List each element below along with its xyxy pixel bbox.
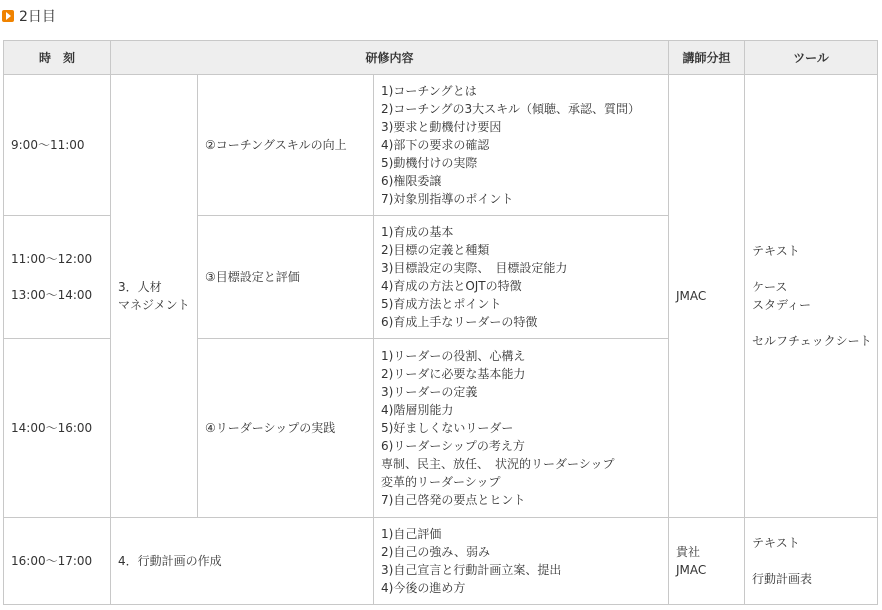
header-time: 時 刻 — [4, 41, 111, 75]
topic-cell: ②コーチングスキルの向上 — [198, 75, 374, 216]
time-cell: 14:00～16:00 — [4, 339, 111, 518]
header-tools: ツール — [745, 41, 878, 75]
topic-cell: ④リーダーシップの実践 — [198, 339, 374, 518]
topic-cell: 4．行動計画の作成 — [111, 518, 374, 605]
items-cell: 1)自己評価 2)自己の強み、弱み 3)自己宣言と行動計画立案、提出 4)今後の進め方 — [374, 518, 669, 605]
items-cell: 1)コーチングとは 2)コーチングの3大スキル（傾聴、承認、質問） 3)要求と動機付け要因 4)部下の要求の確認 5)動機付けの実際 6)権限委譲 7)対象別指導のポイント — [374, 75, 669, 216]
tools-cell: テキスト 行動計画表 — [745, 518, 878, 605]
group-label-cell: 3．人材 マネジメント — [111, 75, 198, 518]
items-cell: 1)リーダーの役割、心構え 2)リーダに必要な基本能力 3)リーダーの定義 4)階層別能力 5)好ましくないリーダー 6)リーダーシップの考え方 専制、民主、放任、 状況的リーダーシップ 変革的リーダーシップ 7)自己啓発の要点とヒント — [374, 339, 669, 518]
section-title: 2日目 — [19, 9, 56, 25]
tools-cell: テキスト ケース スタディー セルフチェックシート — [745, 75, 878, 518]
orange-arrow-icon — [2, 10, 14, 22]
table-row — [4, 518, 878, 605]
table-header-row — [4, 41, 878, 75]
time-cell: 9:00～11:00 — [4, 75, 111, 216]
time-cell: 16:00～17:00 — [4, 518, 111, 605]
section-heading — [2, 6, 56, 26]
instructor-cell: 貴社 JMAC — [669, 518, 745, 605]
time-cell: 11:00～12:00 13:00～14:00 — [4, 216, 111, 339]
training-schedule-table — [3, 40, 878, 605]
header-instructor: 講師分担 — [669, 41, 745, 75]
items-cell: 1)育成の基本 2)目標の定義と種類 3)目標設定の実際、 目標設定能力 4)育成の方法とOJTの特徴 5)育成方法とポイント 6)育成上手なリーダーの特徴 — [374, 216, 669, 339]
table-row — [4, 75, 878, 216]
instructor-cell: JMAC — [669, 75, 745, 518]
header-content: 研修内容 — [111, 41, 669, 75]
topic-cell: ③目標設定と評価 — [198, 216, 374, 339]
